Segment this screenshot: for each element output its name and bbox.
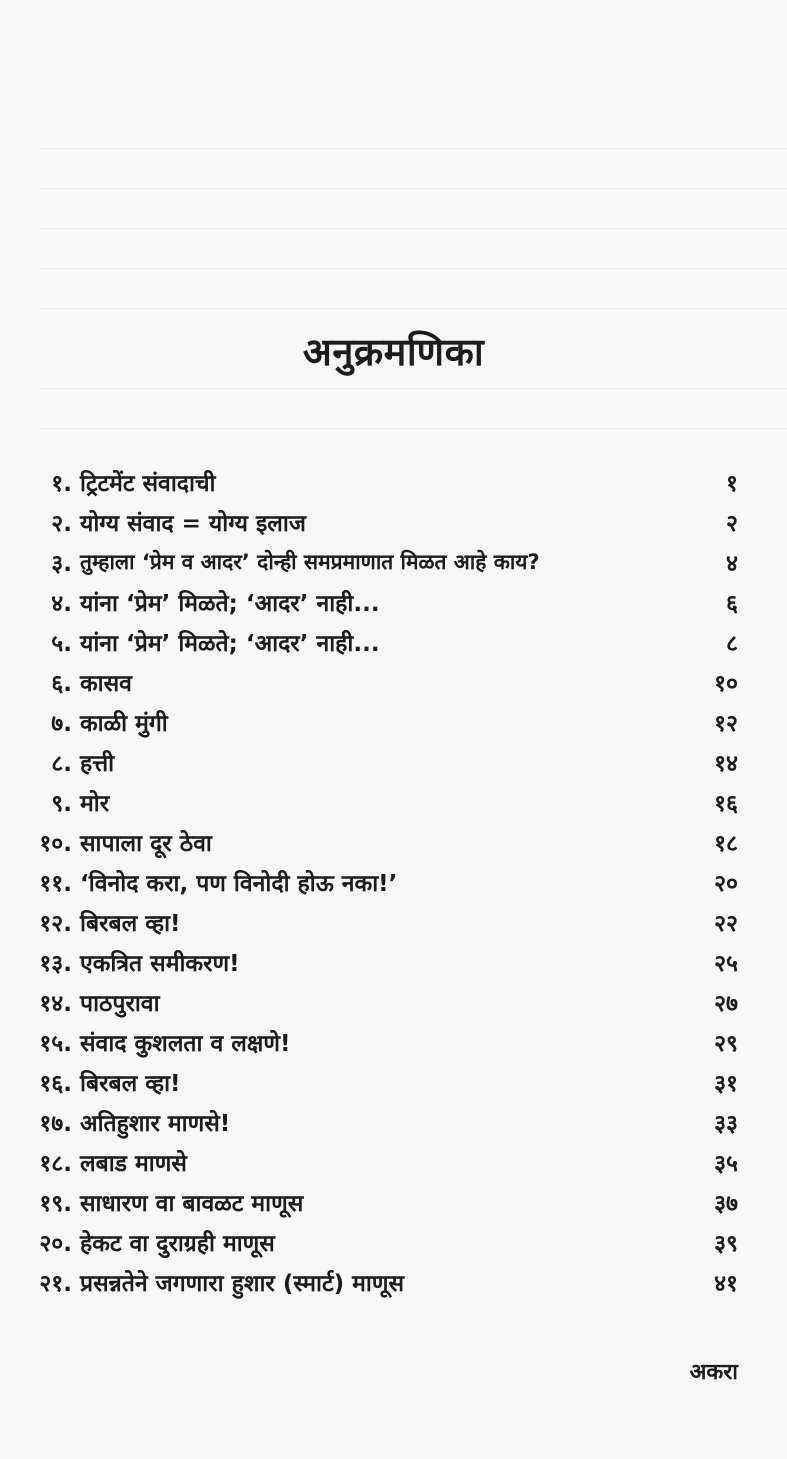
entry-number: ११. — [39, 871, 72, 897]
entry-page: २९ — [714, 1031, 738, 1057]
toc-entry[interactable] — [0, 1222, 787, 1262]
entry-title: अतिहुशार माणसे! — [80, 1111, 231, 1137]
entry-number: २. — [51, 511, 72, 537]
entry-number: ७. — [51, 711, 72, 737]
page-folio: अकरा — [689, 1360, 738, 1385]
entry-number: ३. — [51, 551, 72, 577]
entry-number: ९. — [51, 791, 72, 817]
entry-page: ३९ — [714, 1231, 738, 1257]
entry-number: १९. — [39, 1191, 72, 1217]
toc-entry[interactable] — [0, 862, 787, 902]
entry-title: कासव — [80, 671, 132, 697]
entry-number: १७. — [39, 1111, 72, 1137]
entry-title: काळी मुंगी — [80, 711, 168, 737]
entry-title: यांना ‘प्रेम’ मिळते; ‘आदर’ नाही... — [80, 591, 380, 617]
entry-page: ६ — [726, 591, 738, 617]
toc-entry[interactable] — [0, 942, 787, 982]
entry-title: संवाद कुशलता व लक्षणे! — [80, 1031, 291, 1057]
entry-page: २७ — [714, 991, 738, 1017]
page-title: अनुक्रमणिका — [302, 330, 485, 374]
entry-page: २५ — [714, 951, 738, 977]
toc-entry[interactable] — [0, 702, 787, 742]
entry-title: बिरबल व्हा! — [80, 1071, 181, 1097]
entry-number: ४. — [51, 591, 72, 617]
entry-title: पाठपुरावा — [80, 991, 160, 1017]
entry-page: ४१ — [714, 1271, 738, 1297]
toc-entry[interactable] — [0, 1262, 787, 1302]
toc-entry[interactable] — [0, 622, 787, 662]
entry-number: ८. — [51, 751, 72, 777]
toc-entry[interactable] — [0, 1062, 787, 1102]
entry-page: २० — [714, 871, 738, 897]
entry-title: एकत्रित समीकरण! — [80, 951, 240, 977]
entry-number: १६. — [39, 1071, 72, 1097]
entry-page: ३५ — [714, 1151, 738, 1177]
entry-number: ६. — [51, 671, 72, 697]
entry-title: योग्य संवाद = योग्य इलाज — [80, 511, 306, 537]
toc-entry[interactable] — [0, 822, 787, 862]
entry-title: ‘विनोद करा, पण विनोदी होऊ नका!’ — [80, 871, 398, 897]
entry-page: २२ — [714, 911, 738, 937]
entry-title: हत्ती — [80, 751, 115, 777]
entry-number: १. — [51, 471, 72, 497]
entry-title: हेकट वा दुराग्रही माणूस — [80, 1231, 275, 1257]
toc-entry[interactable] — [0, 1182, 787, 1222]
toc-entry[interactable] — [0, 462, 787, 502]
entry-number: १२. — [39, 911, 72, 937]
toc-entry[interactable] — [0, 982, 787, 1022]
entry-page: १६ — [714, 791, 738, 817]
entry-number: १४. — [39, 991, 72, 1017]
toc-entry[interactable] — [0, 742, 787, 782]
entry-page: १० — [714, 671, 738, 697]
toc-entry[interactable] — [0, 1102, 787, 1142]
entry-page: ३७ — [714, 1191, 738, 1217]
entry-number: १८. — [39, 1151, 72, 1177]
entry-page: ८ — [726, 631, 738, 657]
toc-entry[interactable] — [0, 902, 787, 942]
entry-page: १ — [726, 471, 738, 497]
entry-title: साधारण वा बावळट माणूस — [80, 1191, 304, 1217]
entry-page: १८ — [714, 831, 738, 857]
toc-entry[interactable] — [0, 542, 787, 582]
entry-page: १४ — [714, 751, 738, 777]
entry-title: लबाड माणसे — [80, 1151, 187, 1177]
toc-entry[interactable] — [0, 782, 787, 822]
entry-title: यांना ‘प्रेम’ मिळते; ‘आदर’ नाही... — [80, 631, 380, 657]
toc-entry[interactable] — [0, 1142, 787, 1182]
entry-page: ३१ — [714, 1071, 738, 1097]
toc-entry[interactable] — [0, 1022, 787, 1062]
entry-number: २१. — [39, 1271, 72, 1297]
entry-title: ट्रिटमेंट संवादाची — [80, 471, 216, 497]
entry-title: प्रसन्नतेने जगणारा हुशार (स्मार्ट) माणूस — [80, 1271, 404, 1297]
entry-title: तुम्हाला ‘प्रेम व आदर’ दोन्ही समप्रमाणात मिळत आहे काय? — [80, 550, 540, 574]
entry-page: २ — [726, 511, 738, 537]
entry-page: ३३ — [714, 1111, 738, 1137]
entry-number: ५. — [51, 631, 72, 657]
entry-number: २०. — [39, 1231, 72, 1257]
entry-number: १०. — [39, 831, 72, 857]
toc-entry[interactable] — [0, 502, 787, 542]
entry-title: सापाला दूर ठेवा — [80, 831, 212, 857]
entry-page: ४ — [726, 551, 738, 577]
toc-entry[interactable] — [0, 662, 787, 702]
entry-number: १५. — [39, 1031, 72, 1057]
entry-title: बिरबल व्हा! — [80, 911, 181, 937]
toc-entry[interactable] — [0, 582, 787, 622]
entry-title: मोर — [80, 791, 110, 817]
entry-page: १२ — [714, 711, 738, 737]
entry-number: १३. — [39, 951, 72, 977]
